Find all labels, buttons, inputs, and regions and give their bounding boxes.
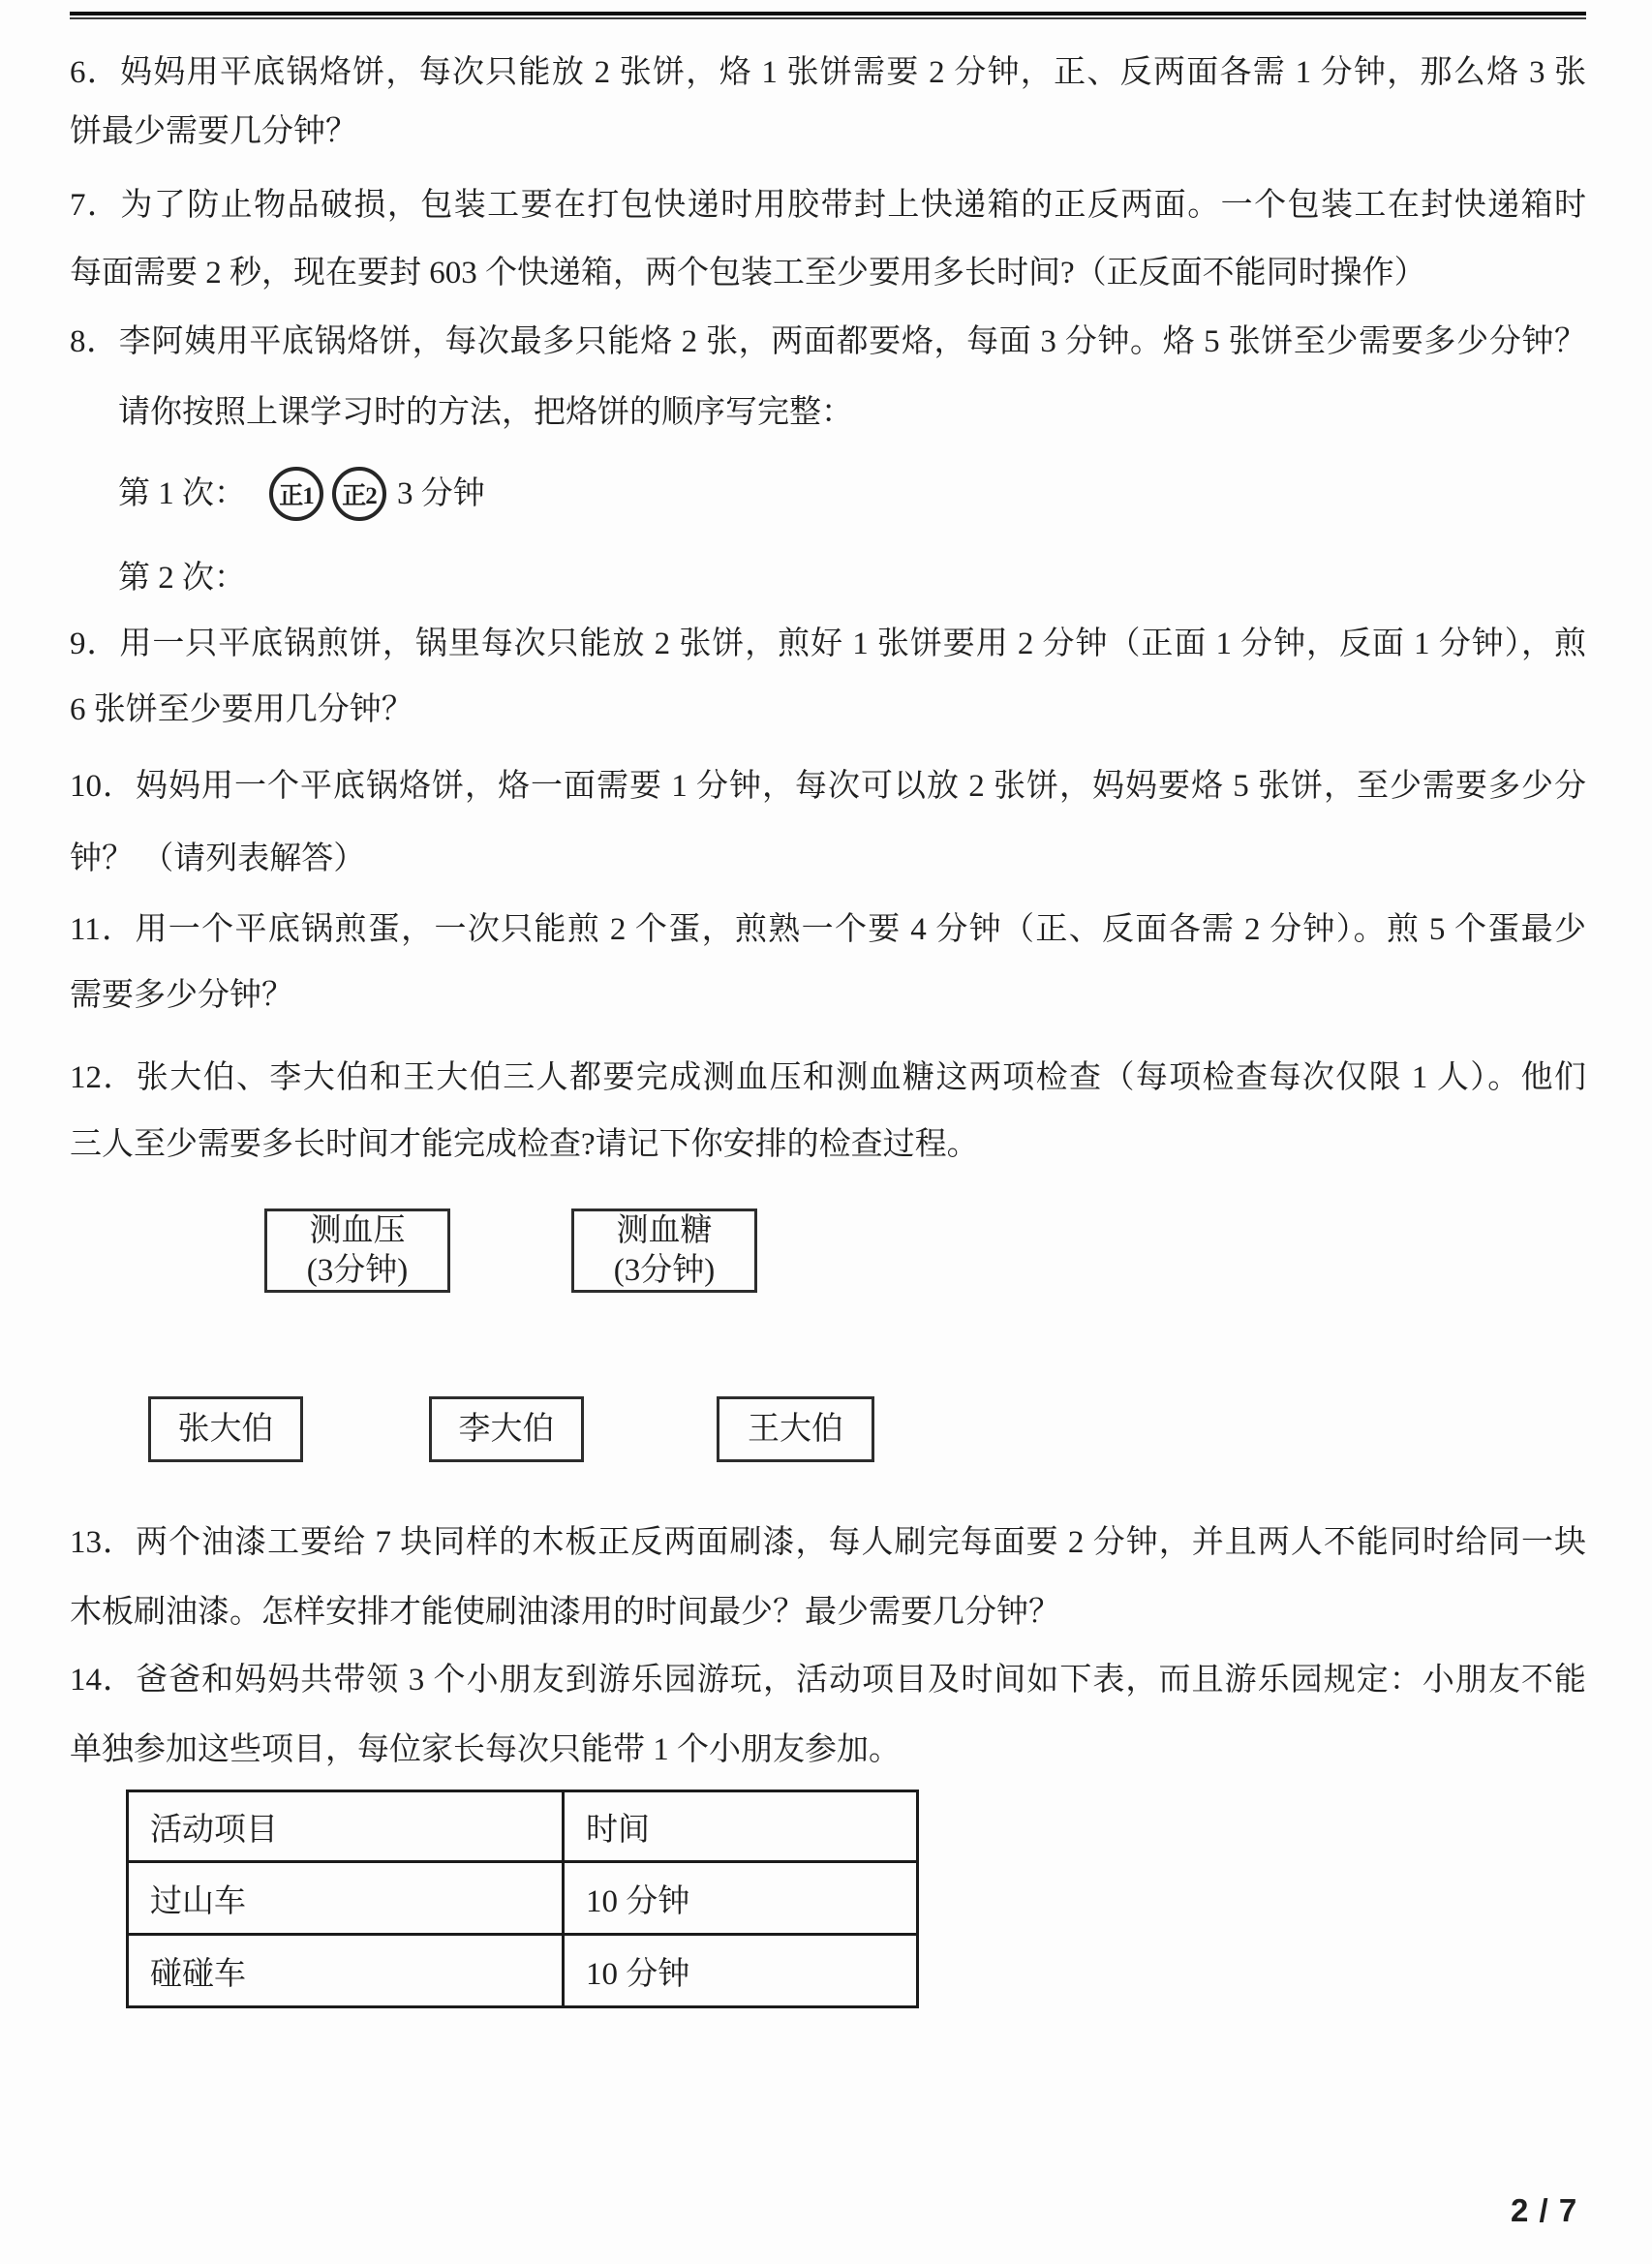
- question-8-line-1: 8．李阿姨用平底锅烙饼，每次最多只能烙 2 张，两面都要烙，每面 3 分钟。烙 5 张饼至少需要多少分钟？: [70, 324, 1586, 359]
- activity-table: [126, 1790, 919, 2008]
- table-header-time: 时间: [564, 1791, 918, 1862]
- question-7-line-2: 每面需要 2 秒，现在要封 603 个快递箱，两个包装工至少要用多长时间?（正反面不能同时操作）: [70, 256, 1426, 291]
- step-1-time: 3 分钟: [397, 476, 485, 511]
- task-name: 测血糖: [616, 1212, 713, 1248]
- question-11-line-2: 需要多少分钟？: [70, 978, 293, 1013]
- question-13-line-2: 木板刷油漆。怎样安排才能使刷油漆用的时间最少？最少需要几分钟？: [70, 1595, 1060, 1630]
- task-time: (3分钟): [613, 1252, 716, 1288]
- question-12-line-1: 12．张大伯、李大伯和王大伯三人都要完成测血压和测血糖这两项检查（每项检查每次仅限 1 人）。他们: [70, 1060, 1586, 1095]
- question-6-line-1: 6．妈妈用平底锅烙饼，每次只能放 2 张饼，烙 1 张饼需要 2 分钟，正、反两面各需 1 分钟，那么烙 3 张: [70, 55, 1586, 90]
- pancake-front-1-badge: 正1: [269, 467, 323, 521]
- person-box-uncle-li: [429, 1396, 584, 1462]
- person-box-uncle-zhang: [148, 1396, 303, 1462]
- question-14-line-2: 单独参加这些项目，每位家长每次只能带 1 个小朋友参加。: [70, 1732, 901, 1767]
- person-name: 张大伯: [177, 1411, 274, 1447]
- time-cell: 10 分钟: [564, 1862, 918, 1935]
- question-14-line-1: 14．爸爸和妈妈共带领 3 个小朋友到游乐园游玩，活动项目及时间如下表，而且游乐园规定：小朋友不能: [70, 1663, 1586, 1698]
- question-9-line-2: 6 张饼至少要用几分钟？: [70, 692, 413, 727]
- header-separator-line: [70, 12, 1586, 19]
- task-box-blood-pressure: [264, 1208, 450, 1293]
- page-number: 2 / 7: [1511, 2192, 1578, 2228]
- task-time: (3分钟): [306, 1252, 409, 1288]
- question-10-line-2: 钟？ （请列表解答）: [70, 841, 366, 876]
- table-row: [128, 1935, 918, 2007]
- question-8-step-1-row: [118, 462, 485, 526]
- question-12-line-2: 三人至少需要多长时间才能完成检查?请记下你安排的检查过程。: [70, 1127, 979, 1162]
- time-cell: 10 分钟: [564, 1935, 918, 2007]
- question-8-line-2: 请你按照上课学习时的方法，把烙饼的顺序写完整：: [118, 395, 853, 430]
- step-1-label: 第 1 次：: [118, 476, 246, 511]
- task-box-blood-sugar: [571, 1208, 757, 1293]
- question-13-line-1: 13．两个油漆工要给 7 块同样的木板正反两面刷漆，每人刷完每面要 2 分钟，并且两人不能同时给同一块: [70, 1525, 1586, 1560]
- table-header-activity: 活动项目: [128, 1791, 564, 1862]
- question-6-line-2: 饼最少需要几分钟？: [70, 114, 357, 149]
- pancake-front-2-badge: 正2: [332, 467, 386, 521]
- activity-cell: 碰碰车: [128, 1935, 564, 2007]
- table-row: [128, 1862, 918, 1935]
- question-8-step-2-label: 第 2 次：: [118, 561, 246, 596]
- question-9-line-1: 9．用一只平底锅煎饼，锅里每次只能放 2 张饼，煎好 1 张饼要用 2 分钟（正面 1 分钟，反面 1 分钟），煎: [70, 627, 1586, 661]
- task-name: 测血压: [309, 1212, 406, 1248]
- activity-cell: 过山车: [128, 1862, 564, 1935]
- question-7-line-1: 7．为了防止物品破损，包装工要在打包快递时用胶带封上快递箱的正反两面。一个包装工在封快递箱时: [70, 188, 1586, 223]
- person-name: 李大伯: [458, 1411, 555, 1447]
- person-box-uncle-wang: [717, 1396, 874, 1462]
- question-11-line-1: 11．用一个平底锅煎蛋，一次只能煎 2 个蛋，煎熟一个要 4 分钟（正、反面各需 2 分钟）。煎 5 个蛋最少: [70, 912, 1586, 947]
- table-header-row: [128, 1791, 918, 1862]
- person-name: 王大伯: [748, 1411, 843, 1447]
- question-10-line-1: 10．妈妈用一个平底锅烙饼，烙一面需要 1 分钟，每次可以放 2 张饼，妈妈要烙 5 张饼，至少需要多少分: [70, 769, 1586, 804]
